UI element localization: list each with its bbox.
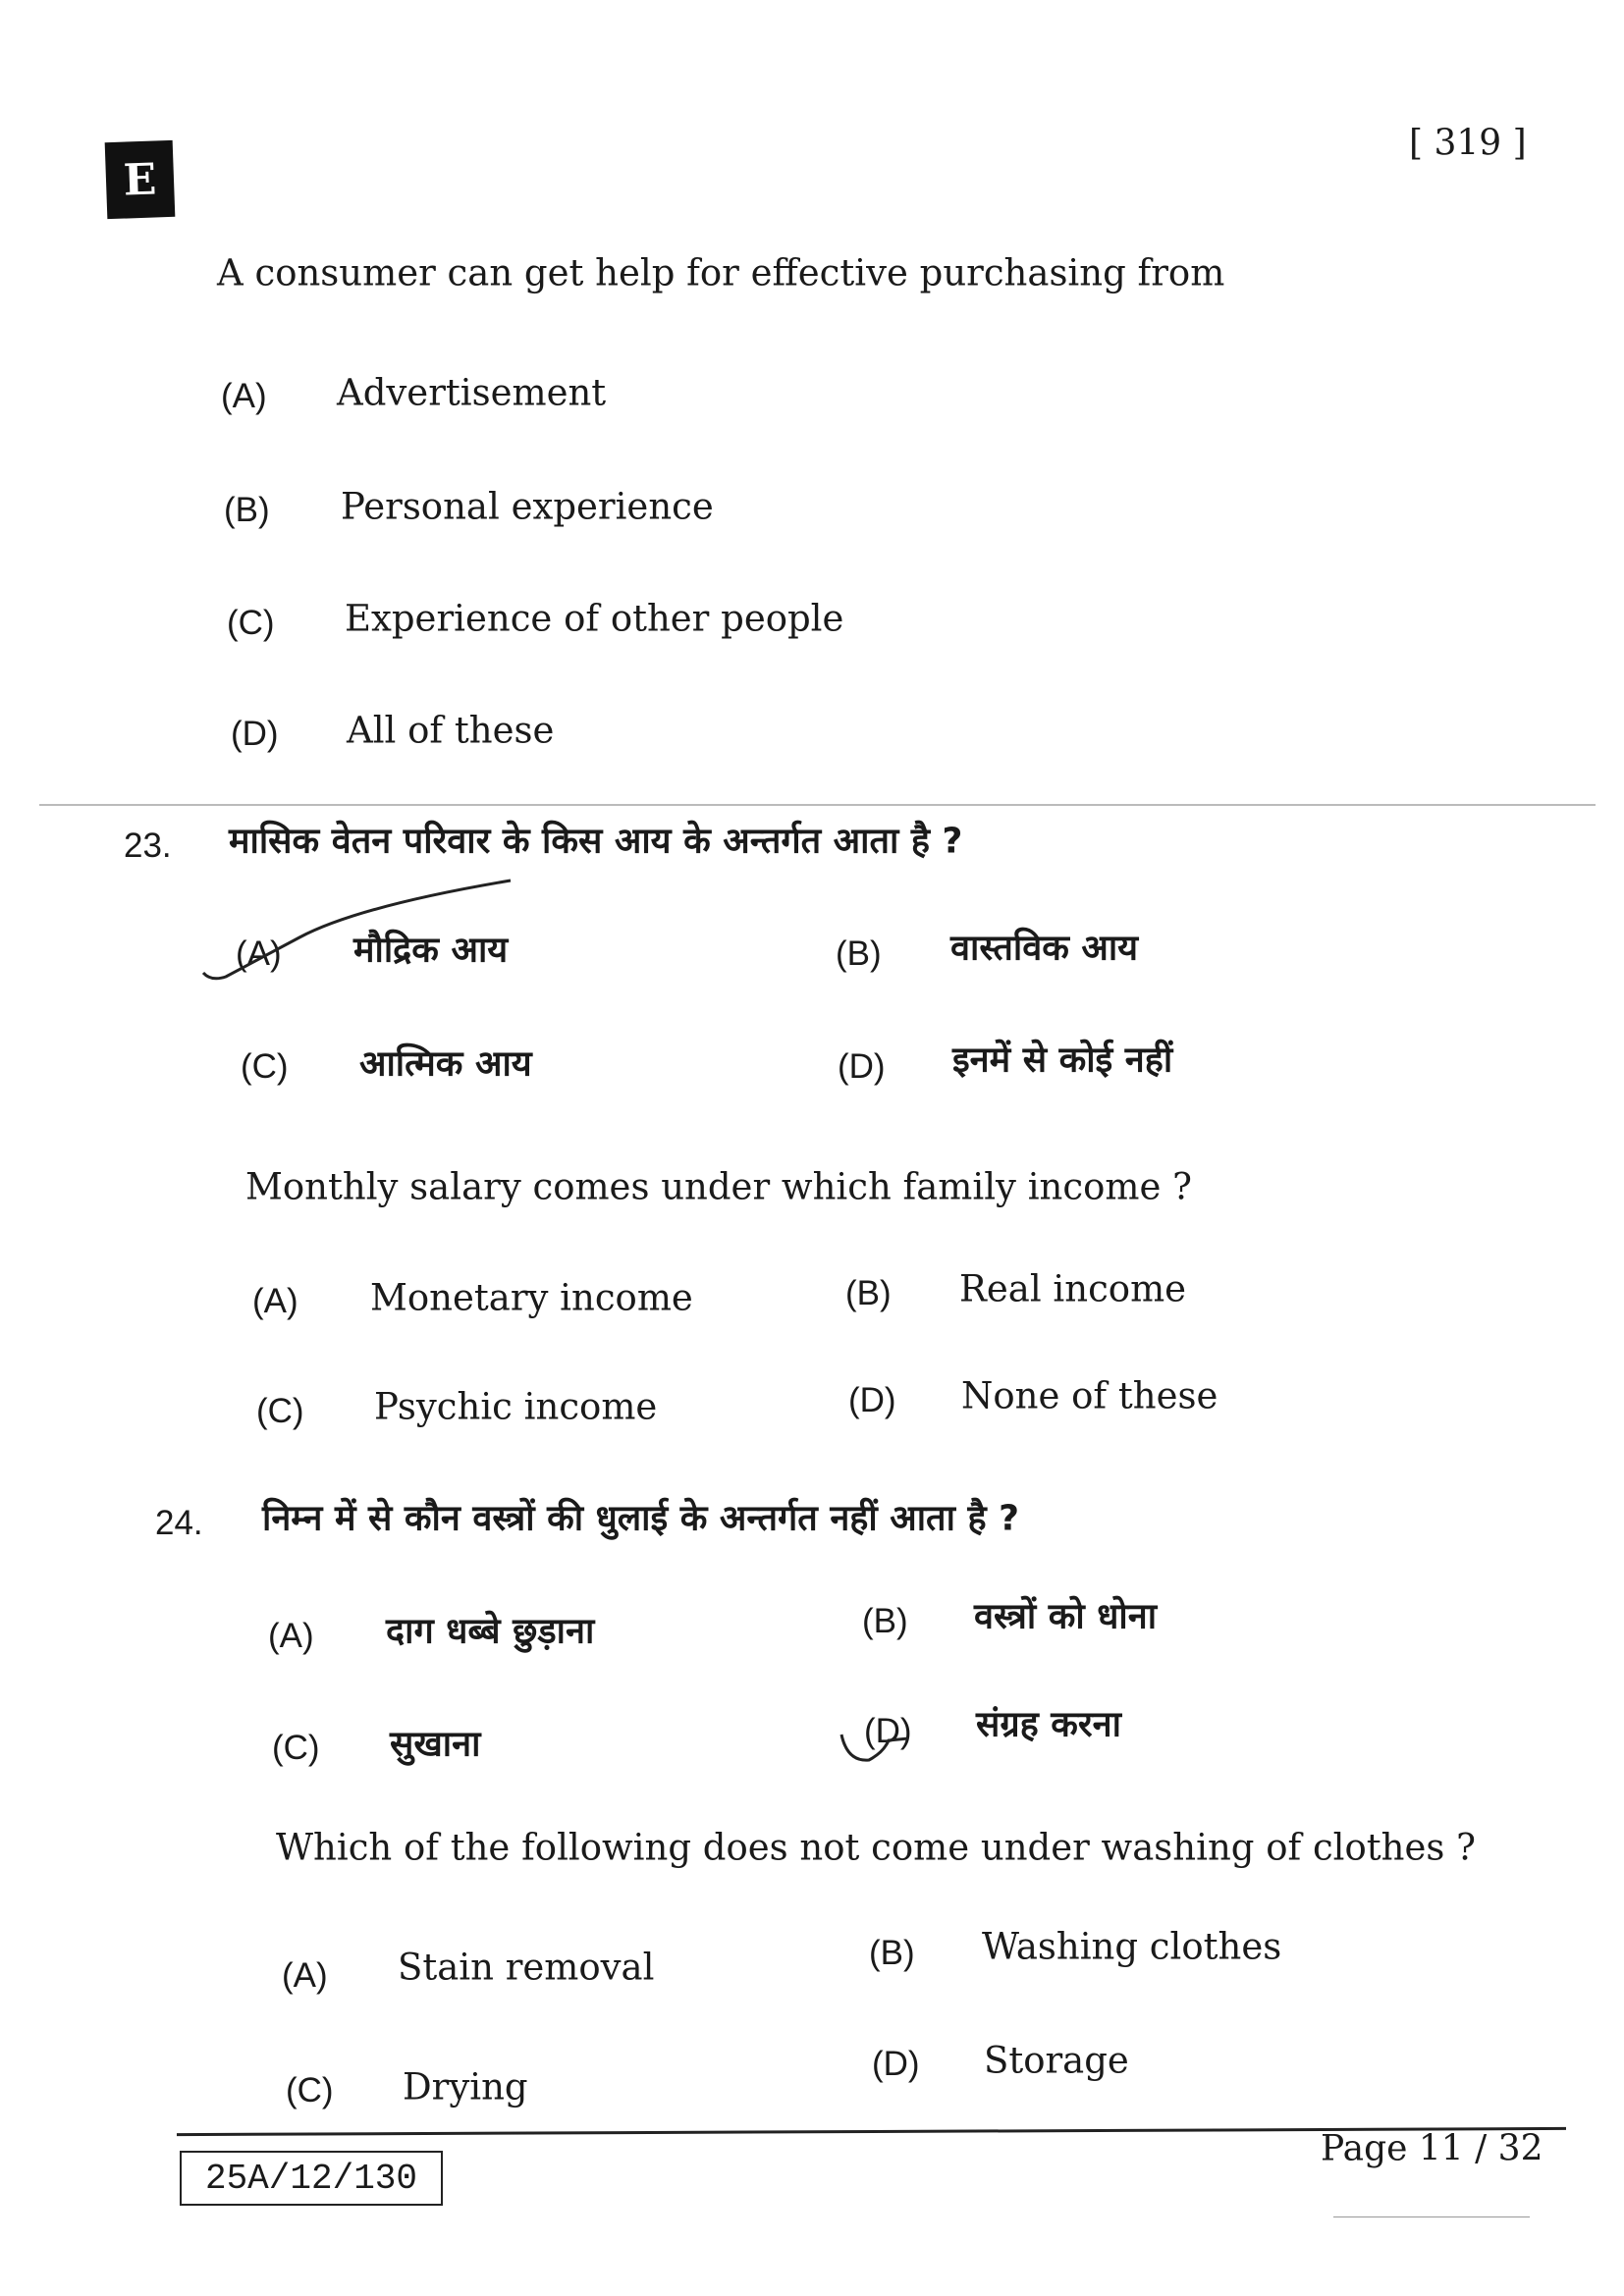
q24-english-question: Which of the following does not come under washing of clothes ? (276, 1826, 1476, 1869)
q23-e-option-d: None of these (961, 1374, 1218, 1417)
q24-e-option-c: Drying (403, 2065, 528, 2109)
q22-option-b-label: (B) (224, 491, 270, 529)
q23-hindi-question: मासिक वेतन परिवार के किस आय के अन्तर्गत आता है ? (229, 821, 963, 862)
q23-h-option-b: वास्तविक आय (950, 928, 1139, 969)
q22-option-c: Experience of other people (345, 597, 844, 640)
q24-number: 24. (155, 1504, 203, 1542)
q24-h-option-d: संग्रह करना (976, 1704, 1121, 1745)
q23-h-option-b-label: (B) (836, 934, 882, 973)
tick-mark-icon (839, 1723, 938, 1772)
q23-english-question: Monthly salary comes under which family income ? (245, 1165, 1192, 1208)
q23-h-option-c: आत्मिक आय (359, 1043, 532, 1085)
q24-h-option-d-label: (D) (864, 1712, 912, 1750)
q23-e-option-c-label: (C) (256, 1392, 304, 1430)
q23-e-option-b: Real income (959, 1267, 1187, 1310)
q24-e-option-a: Stain removal (398, 1946, 655, 1989)
q23-h-option-d: इनमें से कोई नहीं (952, 1040, 1173, 1081)
q22-option-b: Personal experience (341, 485, 714, 528)
q23-number: 23. (124, 827, 172, 865)
q23-e-option-d-label: (D) (848, 1381, 896, 1419)
q23-e-option-a-label: (A) (252, 1282, 298, 1320)
q24-e-option-b: Washing clothes (982, 1925, 1282, 1968)
q24-e-option-b-label: (B) (869, 1934, 915, 1972)
q24-h-option-c: सुखाना (390, 1724, 481, 1765)
q23-h-option-d-label: (D) (838, 1047, 886, 1086)
q24-hindi-question: निम्न में से कौन वस्त्रों की धुलाई के अन्तर्गत नहीं आता है ? (262, 1498, 1019, 1539)
q23-e-option-c: Psychic income (374, 1385, 658, 1428)
q24-e-option-a-label: (A) (282, 1956, 328, 1995)
page-number: Page 11 / 32 (1321, 2128, 1543, 2169)
q23-h-option-a-label: (A) (236, 934, 282, 973)
q22-option-a: Advertisement (337, 371, 607, 414)
footer-underline (1333, 2216, 1530, 2217)
q22-option-c-label: (C) (227, 604, 275, 642)
q24-h-option-a: दाग धब्बे छुड़ाना (386, 1611, 595, 1652)
tick-mark-icon (201, 879, 515, 987)
paper-code: 25A/12/130 (180, 2151, 443, 2206)
q23-e-option-a: Monetary income (370, 1276, 693, 1319)
q22-option-a-label: (A) (221, 377, 267, 415)
q22-question: A consumer can get help for effective purchasing from (217, 251, 1225, 294)
page-code: [ 319 ] (1409, 123, 1527, 164)
q24-h-option-c-label: (C) (272, 1729, 320, 1767)
q22-option-d: All of these (347, 709, 555, 752)
set-code-badge: E (105, 140, 176, 219)
q24-h-option-b: वस्त्रों को धोना (974, 1596, 1158, 1637)
q24-e-option-d: Storage (984, 2039, 1129, 2082)
q23-h-option-c-label: (C) (241, 1047, 289, 1086)
q23-h-option-a: मौद्रिक आय (353, 930, 509, 971)
q24-h-option-a-label: (A) (268, 1617, 314, 1655)
separator (39, 804, 1434, 806)
q23-e-option-b-label: (B) (845, 1274, 892, 1312)
q22-option-d-label: (D) (231, 715, 279, 753)
q24-e-option-d-label: (D) (872, 2045, 920, 2083)
q24-h-option-b-label: (B) (862, 1602, 908, 1640)
separator (1434, 804, 1596, 806)
q24-e-option-c-label: (C) (286, 2071, 334, 2109)
